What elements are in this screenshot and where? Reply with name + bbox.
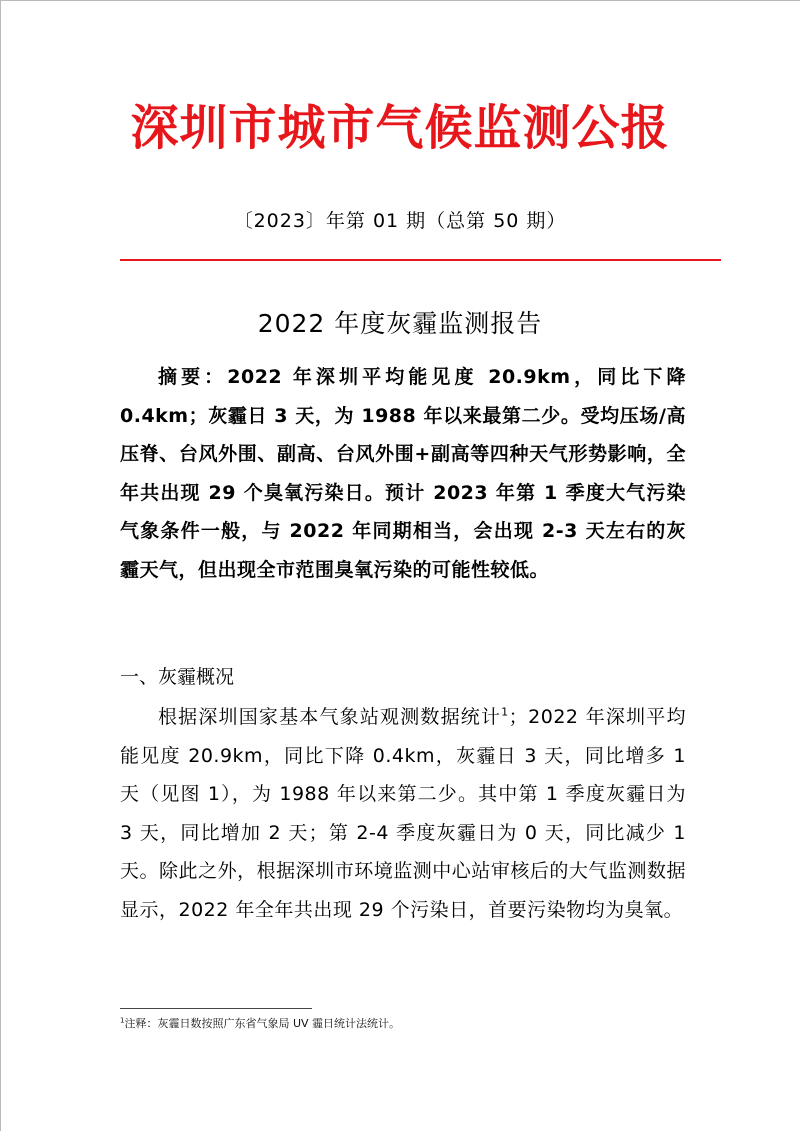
header-divider <box>120 259 721 261</box>
footnote <box>120 1016 400 1032</box>
report-title: 2022 年度灰霾监测报告 <box>257 309 543 338</box>
section-heading-haze-overview: 一、灰霾概况 <box>120 666 235 688</box>
footnote-marker: 1 <box>120 1016 125 1025</box>
body-paragraph <box>120 698 686 929</box>
footnote-divider <box>120 1008 312 1009</box>
body-text-part1: 根据深圳国家基本气象站观测数据统计 <box>158 706 502 728</box>
footnote-reference[interactable]: 1 <box>501 705 509 719</box>
issue-number: 〔2023〕年第 01 期（总第 50 期） <box>233 210 567 232</box>
body-text-part2: ；2022 年深圳平均能见度 20.9km，同比下降 0.4km，灰霾日 3 天，同比增多 1 天（见图 1），为 1988 年以来第二少。其中第 1 季度灰霾日为 3 天，同比增加 2 天；第 2-4 季度灰霾日为 0 天，同比减少 1 天。除此之外，根据深圳市环境监测中心站审核后的大气监测数据显示，2022 年全年共出现 29 个污染日，首要污染物均为臭氧。 <box>120 706 686 921</box>
bulletin-masthead: 深圳市城市气候监测公报 <box>130 100 670 156</box>
abstract-paragraph: 摘要：2022 年深圳平均能见度 20.9km，同比下降 0.4km；灰霾日 3 天，为 1988 年以来最第二少。受均压场/高压脊、台风外围、副高、台风外围+副高等四种天气形势影响，全年共出现 29 个臭氧污染日。预计 2023 年第 1 季度大气污染气象条件一般，与 2022 年同期相当，会出现 2-3 天左右的灰霾天气，但出现全市范围臭氧污染的可能性较低。 <box>120 366 686 581</box>
footnote-text: 注释：灰霾日数按照广东省气象局 UV 霾日统计法统计。 <box>124 1017 401 1030</box>
